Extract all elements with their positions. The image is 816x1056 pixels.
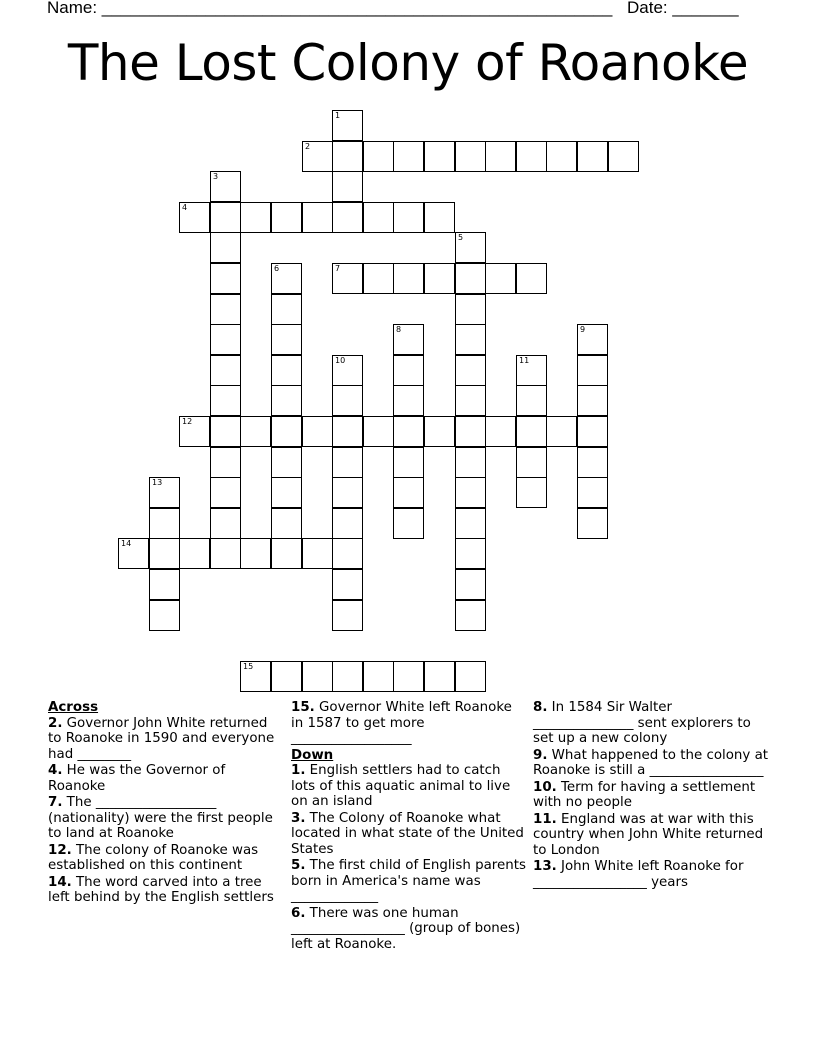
grid-cell[interactable]: [271, 447, 302, 478]
grid-cell[interactable]: [210, 263, 241, 294]
grid-cell[interactable]: [455, 294, 486, 325]
grid-cell[interactable]: [332, 661, 363, 692]
grid-cell[interactable]: [363, 263, 394, 294]
grid-cell[interactable]: [455, 661, 486, 692]
grid-cell[interactable]: [424, 263, 455, 294]
grid-cell[interactable]: [210, 416, 241, 447]
grid-cell[interactable]: [455, 416, 486, 447]
grid-cell[interactable]: [332, 385, 363, 416]
grid-cell[interactable]: [332, 600, 363, 631]
grid-cell[interactable]: [271, 202, 302, 233]
grid-cell[interactable]: [363, 141, 394, 172]
cell-number: 14: [121, 539, 132, 548]
grid-cell[interactable]: [455, 355, 486, 386]
grid-cell[interactable]: [424, 661, 455, 692]
grid-cell[interactable]: [332, 202, 363, 233]
grid-cell[interactable]: [210, 385, 241, 416]
grid-cell[interactable]: [424, 202, 455, 233]
clue-down-6: 6. There was one human _________________ (group of bones) left at Roanoke.: [291, 905, 521, 952]
grid-cell[interactable]: [210, 508, 241, 539]
clue-across-7: 7. The __________________ (nationality) were the first people to land at Roanoke: [48, 795, 273, 841]
grid-cell[interactable]: [271, 294, 302, 325]
grid-cell[interactable]: [149, 569, 180, 600]
grid-cell[interactable]: [363, 202, 394, 233]
grid-cell[interactable]: [393, 141, 424, 172]
clue-down-11: 11. England was at war with this country when John White returned to London: [533, 811, 764, 858]
grid-cell[interactable]: [608, 141, 639, 172]
cell-number: 3: [213, 172, 219, 181]
cell-number: 1: [335, 111, 341, 120]
grid-cell[interactable]: [210, 294, 241, 325]
grid-cell[interactable]: [332, 263, 363, 294]
clue-across-14: 14. The word carved into a tree left behind by the English settlers: [48, 874, 274, 905]
grid-cell[interactable]: [393, 447, 424, 478]
grid-cell[interactable]: [210, 447, 241, 478]
grid-cell[interactable]: [302, 538, 333, 569]
grid-cell[interactable]: [240, 416, 271, 447]
down-heading: Down: [291, 747, 334, 763]
grid-cell[interactable]: [240, 202, 271, 233]
cell-number: 11: [519, 356, 530, 365]
grid-cell[interactable]: [240, 661, 271, 692]
grid-cell[interactable]: [455, 600, 486, 631]
puzzle-title: The Lost Colony of Roanoke: [67, 34, 749, 92]
grid-cell[interactable]: [577, 508, 608, 539]
grid-cell[interactable]: [271, 661, 302, 692]
grid-cell[interactable]: [424, 141, 455, 172]
grid-cell[interactable]: [210, 477, 241, 508]
grid-cell[interactable]: [271, 416, 302, 447]
grid-cell[interactable]: [393, 385, 424, 416]
grid-cell[interactable]: [455, 385, 486, 416]
grid-cell[interactable]: [271, 355, 302, 386]
grid-cell[interactable]: [302, 202, 333, 233]
grid-cell[interactable]: [516, 447, 547, 478]
clue-across-15: 15. Governor White left Roanoke in 1587 to get more __________________: [291, 700, 512, 746]
grid-cell[interactable]: [332, 416, 363, 447]
grid-cell[interactable]: [485, 263, 516, 294]
grid-cell[interactable]: [149, 538, 180, 569]
name-line[interactable]: Name: ______________________________________________________: [47, 0, 613, 17]
grid-cell[interactable]: [210, 171, 241, 202]
cell-number: 2: [305, 142, 311, 151]
grid-cell[interactable]: [455, 232, 486, 263]
grid-cell[interactable]: [149, 508, 180, 539]
grid-cell[interactable]: [332, 171, 363, 202]
grid-cell[interactable]: [516, 355, 547, 386]
grid-cell[interactable]: [455, 508, 486, 539]
grid-cell[interactable]: [149, 600, 180, 631]
grid-cell[interactable]: [271, 324, 302, 355]
grid-cell[interactable]: [393, 661, 424, 692]
clues-column-3: [533, 700, 769, 891]
clue-down-5: 5. The first child of English parents born in America's name was _____________: [291, 858, 526, 904]
grid-cell[interactable]: [332, 141, 363, 172]
grid-cell[interactable]: [332, 110, 363, 141]
clue-across-4: 4. He was the Governor of Roanoke: [48, 763, 226, 794]
grid-cell[interactable]: [455, 538, 486, 569]
clue-across-12: 12. The colony of Roanoke was established on this continent: [48, 842, 259, 873]
grid-cell[interactable]: [210, 355, 241, 386]
grid-cell[interactable]: [393, 263, 424, 294]
grid-cell[interactable]: [393, 324, 424, 355]
grid-cell[interactable]: [577, 447, 608, 478]
clue-down-8: 8. In 1584 Sir Walter _______________ sent explorers to set up a new colony: [533, 700, 751, 746]
grid-cell[interactable]: [393, 477, 424, 508]
grid-cell[interactable]: [179, 202, 210, 233]
grid-cell[interactable]: [302, 141, 333, 172]
cell-number: 13: [152, 478, 163, 487]
grid-cell[interactable]: [516, 141, 547, 172]
grid-cell[interactable]: [546, 416, 577, 447]
grid-cell[interactable]: [546, 141, 577, 172]
grid-cell[interactable]: [455, 447, 486, 478]
cell-number: 7: [335, 264, 341, 273]
grid-cell[interactable]: [485, 416, 516, 447]
grid-cell[interactable]: [455, 569, 486, 600]
clue-down-13: 13. John White left Roanoke for _________________ years: [533, 859, 744, 890]
grid-cell[interactable]: [516, 385, 547, 416]
grid-cell[interactable]: [332, 508, 363, 539]
grid-cell[interactable]: [149, 477, 180, 508]
cell-number: 10: [335, 356, 346, 365]
grid-cell[interactable]: [363, 416, 394, 447]
grid-cell[interactable]: [393, 416, 424, 447]
date-line[interactable]: Date: _______: [627, 0, 739, 17]
clue-down-3: 3. The Colony of Roanoke what located in what state of the United States: [291, 810, 524, 857]
grid-cell[interactable]: [516, 477, 547, 508]
grid-cell[interactable]: [332, 477, 363, 508]
grid-cell[interactable]: [516, 263, 547, 294]
grid-cell[interactable]: [485, 141, 516, 172]
cell-number: 8: [396, 325, 402, 334]
grid-cell[interactable]: [210, 202, 241, 233]
cell-number: 9: [580, 325, 586, 334]
grid-cell[interactable]: [577, 141, 608, 172]
grid-cell[interactable]: [455, 263, 486, 294]
grid-cell[interactable]: [577, 477, 608, 508]
grid-cell[interactable]: [271, 477, 302, 508]
grid-cell[interactable]: [179, 538, 210, 569]
grid-cell[interactable]: [363, 661, 394, 692]
grid-cell[interactable]: [393, 355, 424, 386]
grid-cell[interactable]: [577, 385, 608, 416]
grid-cell[interactable]: [210, 538, 241, 569]
cell-number: 4: [182, 203, 188, 212]
grid-cell[interactable]: [393, 508, 424, 539]
cell-number: 15: [243, 662, 254, 671]
grid-cell[interactable]: [118, 538, 149, 569]
clues-column-2: [291, 700, 527, 953]
across-heading: Across: [48, 700, 99, 715]
grid-cell[interactable]: [302, 416, 333, 447]
grid-cell[interactable]: [240, 538, 271, 569]
grid-cell[interactable]: [516, 416, 547, 447]
grid-cell[interactable]: [577, 324, 608, 355]
cell-number: 12: [182, 417, 193, 426]
grid-cell[interactable]: [332, 447, 363, 478]
grid-cell[interactable]: [455, 141, 486, 172]
clues-column-1: [48, 700, 284, 907]
cell-number: 6: [274, 264, 280, 273]
grid-cell[interactable]: [577, 416, 608, 447]
grid-cell[interactable]: [424, 416, 455, 447]
grid-cell[interactable]: [455, 477, 486, 508]
grid-cell[interactable]: [455, 324, 486, 355]
grid-cell[interactable]: [332, 569, 363, 600]
grid-cell[interactable]: [393, 202, 424, 233]
cell-number: 5: [458, 233, 464, 242]
grid-cell[interactable]: [271, 508, 302, 539]
grid-cell[interactable]: [210, 232, 241, 263]
grid-cell[interactable]: [271, 385, 302, 416]
grid-cell[interactable]: [577, 355, 608, 386]
grid-cell[interactable]: [210, 324, 241, 355]
clue-down-1: 1. English settlers had to catch lots of this aquatic animal to live on an island: [291, 763, 511, 809]
grid-cell[interactable]: [271, 263, 302, 294]
clue-down-10: 10. Term for having a settlement with no people: [533, 779, 756, 810]
grid-cell[interactable]: [302, 661, 333, 692]
clue-down-9: 9. What happened to the colony at Roanoke is still a _________________: [533, 747, 769, 778]
grid-cell[interactable]: [332, 538, 363, 569]
grid-cell[interactable]: [271, 538, 302, 569]
grid-cell[interactable]: [332, 355, 363, 386]
grid-cell[interactable]: [179, 416, 210, 447]
clue-across-2: 2. Governor John White returned to Roanoke in 1590 and everyone had ________: [48, 715, 275, 762]
